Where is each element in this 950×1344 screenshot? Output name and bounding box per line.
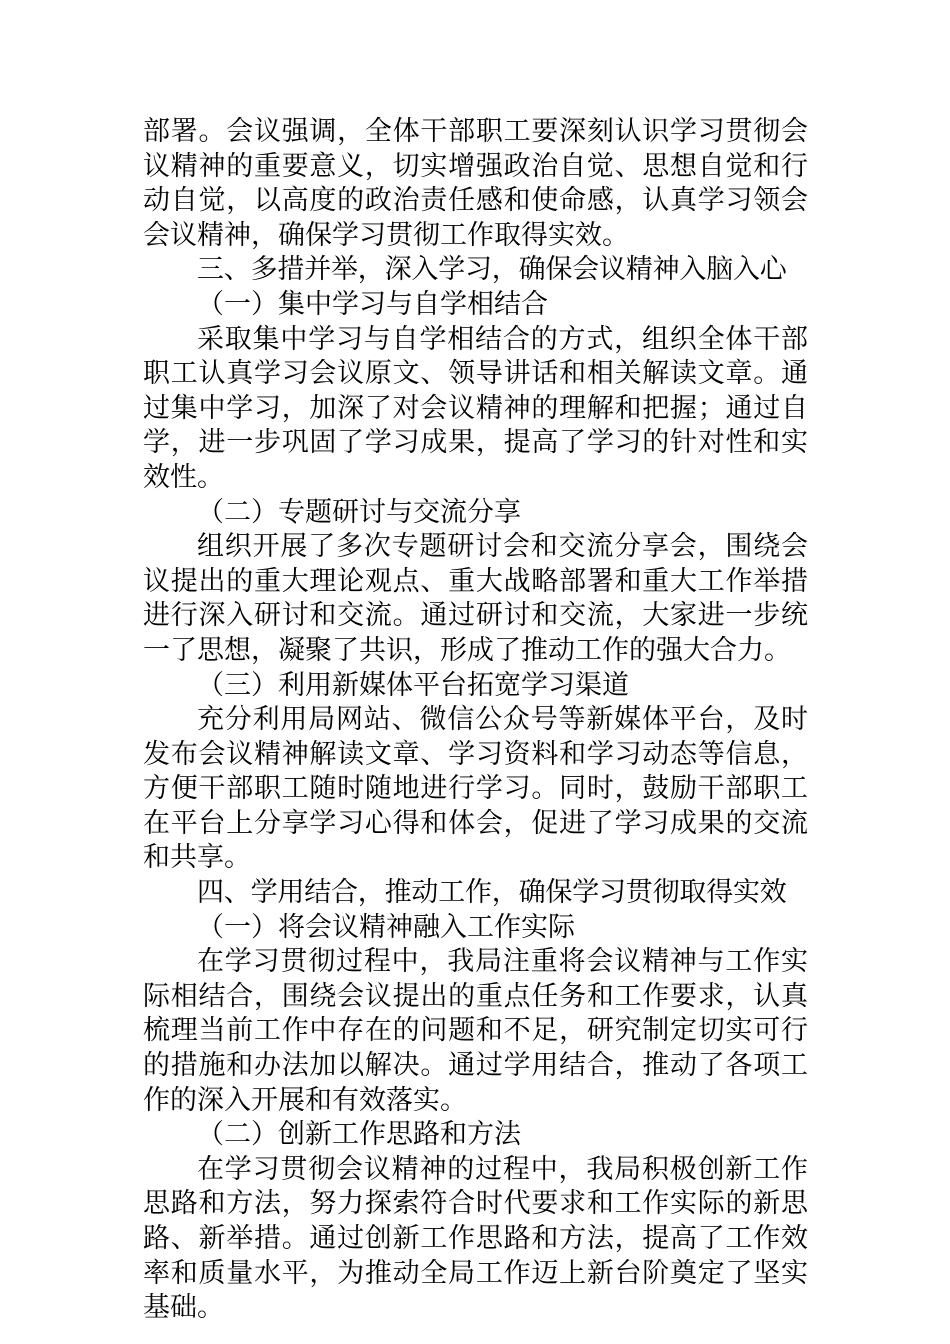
paragraph: 充分利用局网站、微信公众号等新媒体平台，及时发布会议精神解读文章、学习资料和学习动态等信息，方便干部职工随时随地进行学习。同时，鼓励干部职工在平台上分享学习心得和体会，促进了学习成果的交流和共享。 bbox=[143, 704, 808, 874]
document-body bbox=[143, 115, 808, 1326]
paragraph-continuation: 部署。会议强调，全体干部职工要深刻认识学习贯彻会议精神的重要意义，切实增强政治自觉、思想自觉和行动自觉，以高度的政治责任感和使命感，认真学习领会会议精神，确保学习贯彻工作取得实效。 bbox=[143, 116, 808, 251]
subheading-4-2: （二）创新工作思路和方法 bbox=[197, 1119, 521, 1151]
subheading-4-1: （一）将会议精神融入工作实际 bbox=[197, 911, 575, 943]
subheading-3-1: （一）集中学习与自学相结合 bbox=[197, 288, 548, 320]
subheading-3-2: （二）专题研讨与交流分享 bbox=[197, 496, 521, 528]
section-heading-3: 三、多措并举，深入学习，确保会议精神入脑入心 bbox=[197, 254, 787, 286]
paragraph: 在学习贯彻会议精神的过程中，我局积极创新工作思路和方法，努力探索符合时代要求和工作实际的新思路、新举措。通过创新工作思路和方法，提高了工作效率和质量水平，为推动全局工作迈上新台阶奠定了坚实基础。 bbox=[143, 1153, 808, 1324]
section-heading-4: 四、学用结合，推动工作，确保学习贯彻取得实效 bbox=[197, 877, 787, 909]
paragraph: 采取集中学习与自学相结合的方式，组织全体干部职工认真学习会议原文、领导讲话和相关解读文章。通过集中学习，加深了对会议精神的理解和把握；通过自学，进一步巩固了学习成果，提高了学习的针对性和实效性。 bbox=[143, 323, 808, 493]
paragraph: 组织开展了多次专题研讨会和交流分享会，围绕会议提出的重大理论观点、重大战略部署和重大工作举措进行深入研讨和交流。通过研讨和交流，大家进一步统一了思想，凝聚了共识，形成了推动工作的强大合力。 bbox=[143, 531, 808, 666]
subheading-3-3: （三）利用新媒体平台拓宽学习渠道 bbox=[197, 669, 629, 701]
paragraph: 在学习贯彻过程中，我局注重将会议精神与工作实际相结合，围绕会议提出的重点任务和工作要求，认真梳理当前工作中存在的问题和不足，研究制定切实可行的措施和办法加以解决。通过学用结合，推动了各项工作的深入开展和有效落实。 bbox=[143, 946, 808, 1116]
